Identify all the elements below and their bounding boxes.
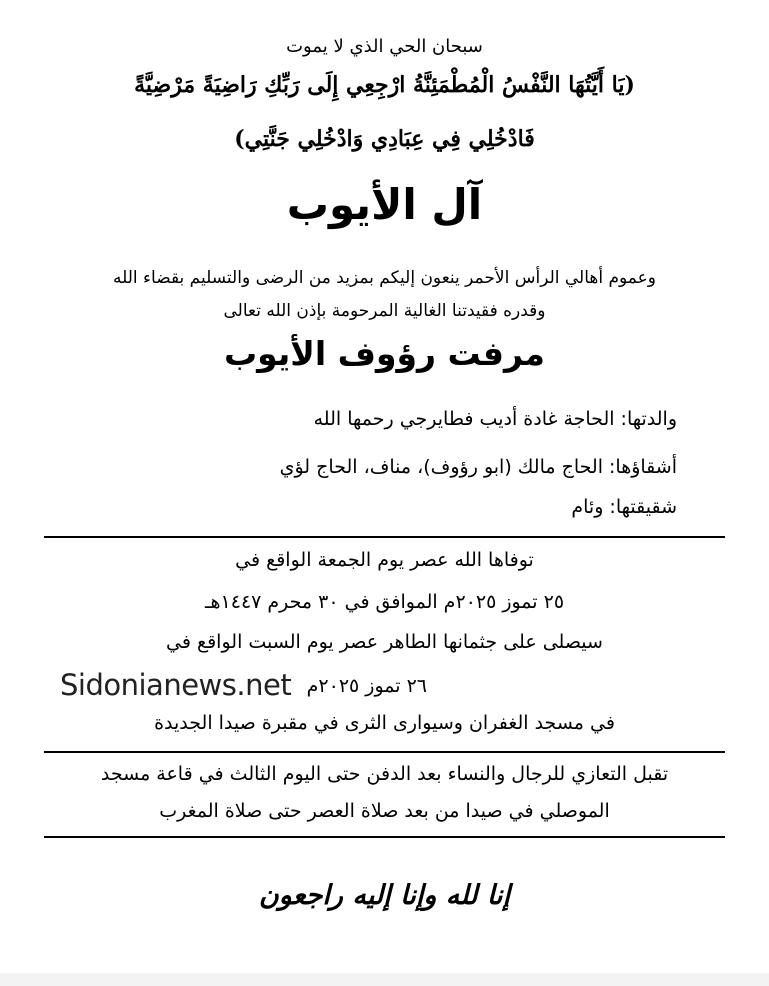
quran-verse-line-2: فَادْخُلِي فِي عِبَادِي وَادْخُلِي جَنَّتِي) <box>234 126 535 152</box>
death-line-1: توفاها الله عصر يوم الجمعة الواقع في <box>235 549 534 571</box>
bottom-strip <box>0 973 769 986</box>
family-name: آل الأيوب <box>286 180 483 229</box>
condolences-line-2: الموصلي في صيدا من بعد صلاة العصر حتى صلاة المغرب <box>159 800 610 822</box>
announcement-line-2: وقدره فقيدتنا الغالية المرحومة بإذن الله تعالى <box>223 301 546 321</box>
quran-verse-line-1: (يَا أَيَّتُهَا النَّفْسُ الْمُطْمَئِنَّةُ ارْجِعِي إِلَى رَبِّكِ رَاضِيَةً مَرْضِيَّةً <box>134 72 635 98</box>
divider-top <box>44 536 725 538</box>
deceased-name: مرفت رؤوف الأيوب <box>224 334 545 373</box>
funeral-date-line: ٢٦ تموز ٢٠٢٥م <box>306 675 427 697</box>
opening-phrase: سبحان الحي الذي لا يموت <box>286 36 483 57</box>
sister-line: شقيقتها: وئام <box>571 496 677 518</box>
closing-phrase: إنا لله وإنا إليه راجعون <box>258 880 511 911</box>
condolences-line-1: تقبل التعازي للرجال والنساء بعد الدفن حتى اليوم الثالث في قاعة مسجد <box>100 763 669 785</box>
funeral-line-1: سيصلى على جثمانها الطاهر عصر يوم السبت الواقع في <box>166 631 603 653</box>
brothers-line: أشقاؤها: الحاج مالك (ابو رؤوف)، مناف، الحاج لؤي <box>279 456 677 478</box>
mother-line: والدتها: الحاجة غادة أديب فطايرجي رحمها الله <box>313 408 677 430</box>
funeral-location-line: في مسجد الغفران وسيوارى الثرى في مقبرة صيدا الجديدة <box>154 712 615 734</box>
death-date-line: ٢٥ تموز ٢٠٢٥م الموافق في ٣٠ محرم ١٤٤٧هـ <box>204 591 565 613</box>
divider-bottom <box>44 836 725 838</box>
announcement-line-1: وعموم أهالي الرأس الأحمر ينعون إليكم بمزيد من الرضى والتسليم بقضاء الله <box>112 268 656 288</box>
divider-middle <box>44 751 725 753</box>
watermark: Sidonianews.net <box>60 668 292 702</box>
